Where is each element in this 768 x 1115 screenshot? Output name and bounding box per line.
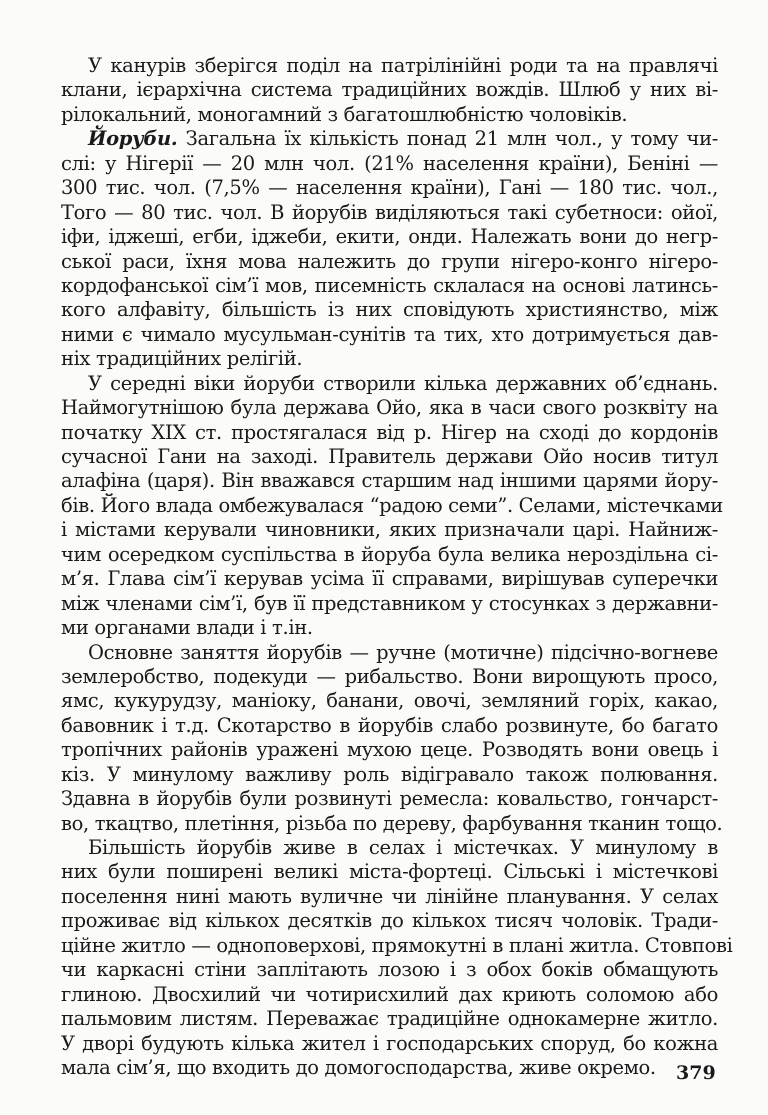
text-line: поселення нині мають вуличне чи лінійне планування. У селах bbox=[61, 884, 718, 908]
text-line: тропічних районів уражені мухою цеце. Розводять вони овець і bbox=[61, 738, 718, 762]
text-line: пальмовим листям. Переважає традиційне однокамерне житло. bbox=[61, 1007, 718, 1031]
text-line: во, ткацтво, плетіння, різьба по дереву, фарбування тканин тощо. bbox=[61, 811, 723, 835]
paragraph-kanuri-social bbox=[61, 54, 718, 127]
text-line: ми органами влади і т.ін. bbox=[61, 616, 313, 640]
text-line: мала сім’я, що входить до домогосподарства, живе окремо. bbox=[61, 1055, 656, 1079]
text-line: У дворі будують кілька жител і господарських споруд, бо кожна bbox=[61, 1031, 718, 1055]
section-term: Йоруби. bbox=[88, 127, 178, 151]
text-line: м’я. Глава сім’ї керував усіма її справами, вирішував суперечки bbox=[61, 567, 718, 591]
paragraph-yoruba-states bbox=[61, 371, 723, 641]
paragraph-yoruba-settlements bbox=[61, 836, 733, 1080]
text-line: алафіна (царя). Він вважався старшим над іншими царями йору- bbox=[61, 469, 718, 493]
text-line: початку XIX ст. простягалася від р. Нігер на сході до кордонів bbox=[61, 420, 718, 444]
text-line: ямс, кукурудзу, маніоку, банани, овочі, земляний горіх, какао, bbox=[61, 689, 718, 713]
text-line: У канурів зберігся поділ на патрілінійні роди та на правлячі bbox=[88, 54, 718, 77]
text-line: У середні віки йоруби створили кілька державних об’єднань. bbox=[88, 371, 718, 395]
text-fragment: Загальна їх кількість понад 21 млн чол., у тому чи- bbox=[177, 127, 718, 151]
text-line: Наймогутнішою була держава Ойо, яка в часи свого розквіту на bbox=[61, 396, 718, 420]
text-line: кого алфавіту, більшість із них сповідують християнство, між bbox=[61, 298, 718, 322]
text-line: ської раси, їхня мова належить до групи нігеро-конго нігеро- bbox=[61, 249, 718, 273]
text-line: проживає від кількох десятків до кількох тисяч чоловік. Тради- bbox=[61, 909, 718, 933]
text-line bbox=[88, 127, 718, 151]
text-line: кордофанської сім’ї мов, писемність склалася на основі латинсь- bbox=[61, 273, 718, 297]
text-line: Здавна в йорубів були розвинуті ремесла: ковальство, гончарст- bbox=[61, 787, 718, 811]
text-line: бавовник і т.д. Скотарство в йорубів слабо розвинуте, бо багато bbox=[61, 713, 718, 737]
paragraph-yoruba-population bbox=[61, 127, 718, 371]
text-line: ніх традиційних релігій. bbox=[61, 347, 303, 371]
text-line: глиною. Двосхилий чи чотирисхилий дах криють соломою або bbox=[61, 982, 718, 1006]
text-line: чи каркасні стіни заплітають лозою і з обох боків обмащують bbox=[61, 958, 718, 982]
text-line: між членами сім’ї, був її представником у стосунках з державни- bbox=[61, 591, 718, 615]
text-line: Того — 80 тис. чол. В йорубів виділяються такі субетноси: ойої, bbox=[61, 200, 718, 224]
text-line: слі: у Нігерії — 20 млн чол. (21% населення країни), Беніні — bbox=[61, 151, 718, 175]
body-text bbox=[61, 54, 733, 1080]
text-line: них були поширені великі міста-фортеці. Сільські і містечкові bbox=[61, 860, 718, 884]
text-line: бів. Його влада омбежувалася “радою семи”. Селами, містечками bbox=[61, 493, 723, 517]
text-line: ними є чимало мусульман-сунітів та тих, хто дотримується дав- bbox=[61, 322, 718, 346]
text-line: ційне житло — одноповерхові, прямокутні в плані житла. Стовпові bbox=[61, 933, 733, 957]
text-line: чим осередком суспільства в йоруба була велика нероздільна сі- bbox=[61, 542, 718, 566]
page-number: 379 bbox=[676, 1062, 716, 1084]
text-line: землеробство, подекуди — рибальство. Вони вирощують просо, bbox=[61, 664, 718, 688]
text-line: Основне заняття йорубів — ручне (мотичне) підсічно-вогневе bbox=[88, 640, 718, 664]
text-line: рілокальний, моногамний з багатошлюбністю чоловіків. bbox=[61, 102, 628, 126]
text-line: клани, ієрархічна система традиційних вождів. Шлюб у них ві- bbox=[61, 78, 718, 102]
text-line: кіз. У минулому важливу роль відігравало також полювання. bbox=[61, 762, 718, 786]
text-line: сучасної Гани на заході. Правитель держави Ойо носив титул bbox=[61, 445, 718, 468]
paragraph-yoruba-economy bbox=[61, 640, 723, 837]
text-line: і містами керували чиновники, яких призначали царі. Найниж- bbox=[61, 518, 718, 542]
text-line: Більшість йорубів живе в селах і містечках. У минулому в bbox=[88, 836, 718, 859]
text-line: 300 тис. чол. (7,5% — населення країни), Гані — 180 тис. чол., bbox=[61, 176, 718, 200]
text-line: іфи, іджеші, егби, іджеби, екити, онди. Належать вони до негр- bbox=[61, 225, 718, 249]
